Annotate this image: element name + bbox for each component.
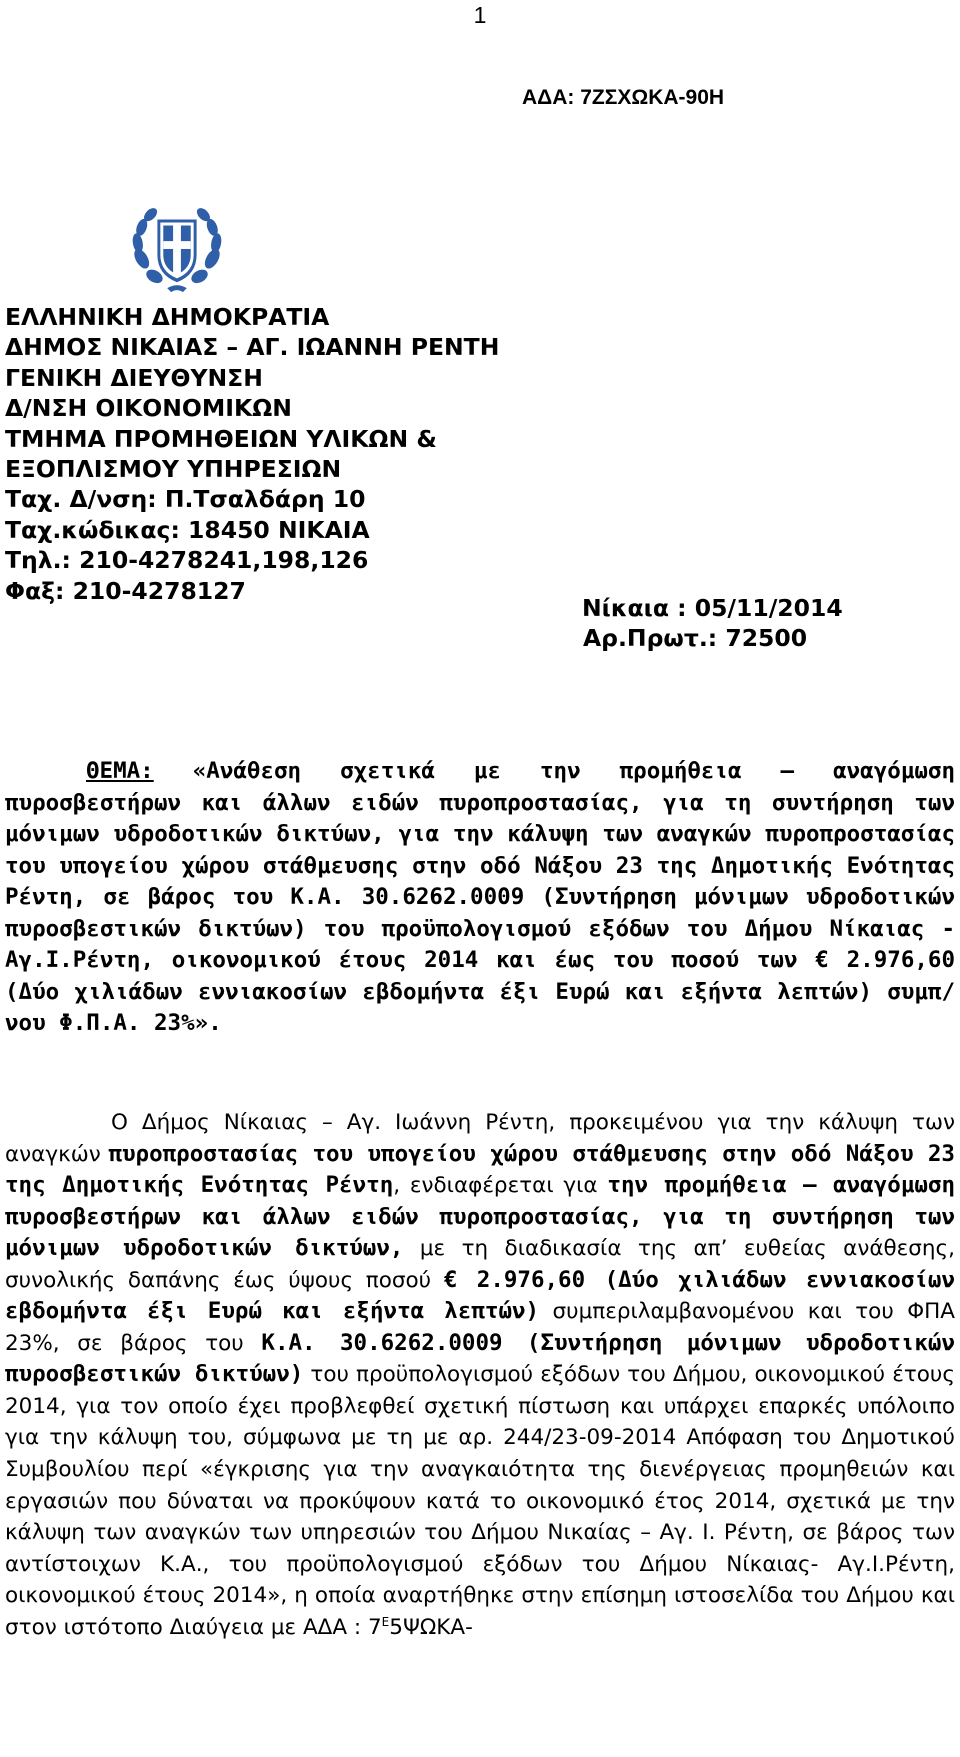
body-paragraph xyxy=(5,1107,955,1643)
body-text: του προϋπολογισμού εξόδων του Δήμου, οικονομικού έτους 2014, για τον οποίο έχει προβλεφθεί σχετική πίστωση και υπάρχει επαρκές υπόλοιπο για την κάλυψη του, σύμφωνα με τη με αρ. 244/23-09-2014 Απόφαση του Δημοτικού Συμβουλίου περί «έγκρισης για την αναγκαιότητα της διενέργειας προμηθειών και εργασιών που δύναται να προκύψουν κατά το οικονομικό έτος 2014, σχετικά με την κάλυψη των αναγκών των υπηρεσιών του Δήμου Νικαίας – Αγ. Ι. Ρέντη, σε βάρος των αντίστοιχων Κ.Α., του προϋπολογισμού εξόδων του Δήμου Νίκαιας- Αγ.Ι.Ρέντη, οικονομικού έτους 2014», η οποία αναρτήθηκε στην επίσημη ιστοσελίδα του Δήμου και στον ιστότοπο Διαύγεια με ΑΔΑ : 7 xyxy=(5,1362,955,1640)
protocol-number: Αρ.Πρωτ.: 72500 xyxy=(583,624,808,652)
header-line: Τηλ.: 210-4278241,198,126 xyxy=(5,546,369,575)
subject-paragraph xyxy=(5,756,955,1040)
document-date: Νίκαια : 05/11/2014 xyxy=(582,594,843,622)
body-text: , ενδιαφέρεται για xyxy=(393,1173,608,1199)
header-line: Δ/ΝΣΗ ΟΙΚΟΝΟΜΙΚΩΝ xyxy=(5,394,292,423)
body-text: με τη διαδικασία της απ’ ευθείας ανάθεσης, συνολικής δαπάνης έως ύψους ποσού xyxy=(5,1236,956,1293)
header-line: ΕΛΛΗΝΙΚΗ ΔΗΜΟΚΡΑΤΙΑ xyxy=(5,303,330,331)
header-line: ΓΕΝΙΚΗ ΔΙΕΥΘΥΝΣΗ xyxy=(5,363,263,392)
header-line: ΔΗΜΟΣ ΝΙΚΑΙΑΣ – ΑΓ. ΙΩΑΝΝΗ ΡΕΝΤΗ xyxy=(5,333,500,362)
body-bold-text: Κ.Α. 30.6262.0009 (Συντήρηση μόνιμων υδροδοτικών πυροσβεστικών δικτύων) xyxy=(5,1329,955,1388)
header-line: Φαξ: 210-4278127 xyxy=(5,576,246,605)
subject-label: ΘΕΜΑ: xyxy=(86,758,154,784)
header-line: ΕΞΟΠΛΙΣΜΟΥ ΥΠΗΡΕΣΙΩΝ xyxy=(5,454,342,483)
header-line: Ταχ. Δ/νση: Π.Τσαλδάρη 10 xyxy=(5,485,366,514)
ada-code: ΑΔΑ: 7ΖΣΧΩΚΑ-90Η xyxy=(522,86,725,109)
coat-of-arms-emblem xyxy=(128,198,226,296)
body-text: 5ΨΩΚΑ- xyxy=(389,1614,473,1640)
header-line: ΤΜΗΜΑ ΠΡΟΜΗΘΕΙΩΝ ΥΛΙΚΩΝ & xyxy=(5,424,437,453)
body-bold-text: την προμήθεια – αναγόμωση πυροσβεστήρων και άλλων ειδών πυροπροστασίας, για τη συντήρηση των μόνιμων υδροδοτικών δικτύων, xyxy=(5,1172,956,1262)
body-text: συμπεριλαμβανομένου και του ΦΠΑ 23%, σε βάρος του xyxy=(5,1299,955,1356)
header-line: Ταχ.κώδικας: 18450 ΝΙΚΑΙΑ xyxy=(5,515,370,544)
body-bold-text: € 2.976,60 (Δύο χιλιάδων εννιακοσίων εβδομήντα έξι Ευρώ και εξήντα λεπτών) xyxy=(5,1266,955,1325)
body-text: Ο Δήμος Νίκαιας – Αγ. Ιωάννη Ρέντη, προκειμένου για την κάλυψη των αναγκών xyxy=(5,1110,955,1167)
superscript-letter: Ε xyxy=(381,1614,390,1629)
page-number: 1 xyxy=(473,2,487,28)
body-bold-text: πυροπροστασίας του υπογείου χώρου στάθμευσης στην οδό Νάξου 23 της Δημοτικής Ενότητας Ρέντη xyxy=(5,1140,955,1199)
issuer-header xyxy=(5,302,499,606)
greek-coat-of-arms-icon xyxy=(128,198,226,296)
subject-text: «Ανάθεση σχετικά με την προμήθεια – αναγόμωση πυροσβεστήρων και άλλων ειδών πυροπροστασίας, για τη συντήρηση των μόνιμων υδροδοτικών δικτύων, για την κάλυψη των αναγκών πυροπροστασίας του υπογείου χώρου στάθμευσης στην οδό Νάξου 23 της Δημοτικής Ενότητας Ρέντη, σε βάρος του Κ.Α. 30.6262.0009 (Συντήρηση μόνιμων υδροδοτικών πυροσβεστικών δικτύων) του προϋπολογισμού εξόδων του Δήμου Νίκαιας - Αγ.Ι.Ρέντη, οικονομικού έτους 2014 και έως του ποσού των € 2.976,60 (Δύο χιλιάδων εννιακοσίων εβδομήντα έξι Ευρώ και εξήντα λεπτών) συμπ/νου Φ.Π.Α. 23%». xyxy=(5,758,955,1036)
